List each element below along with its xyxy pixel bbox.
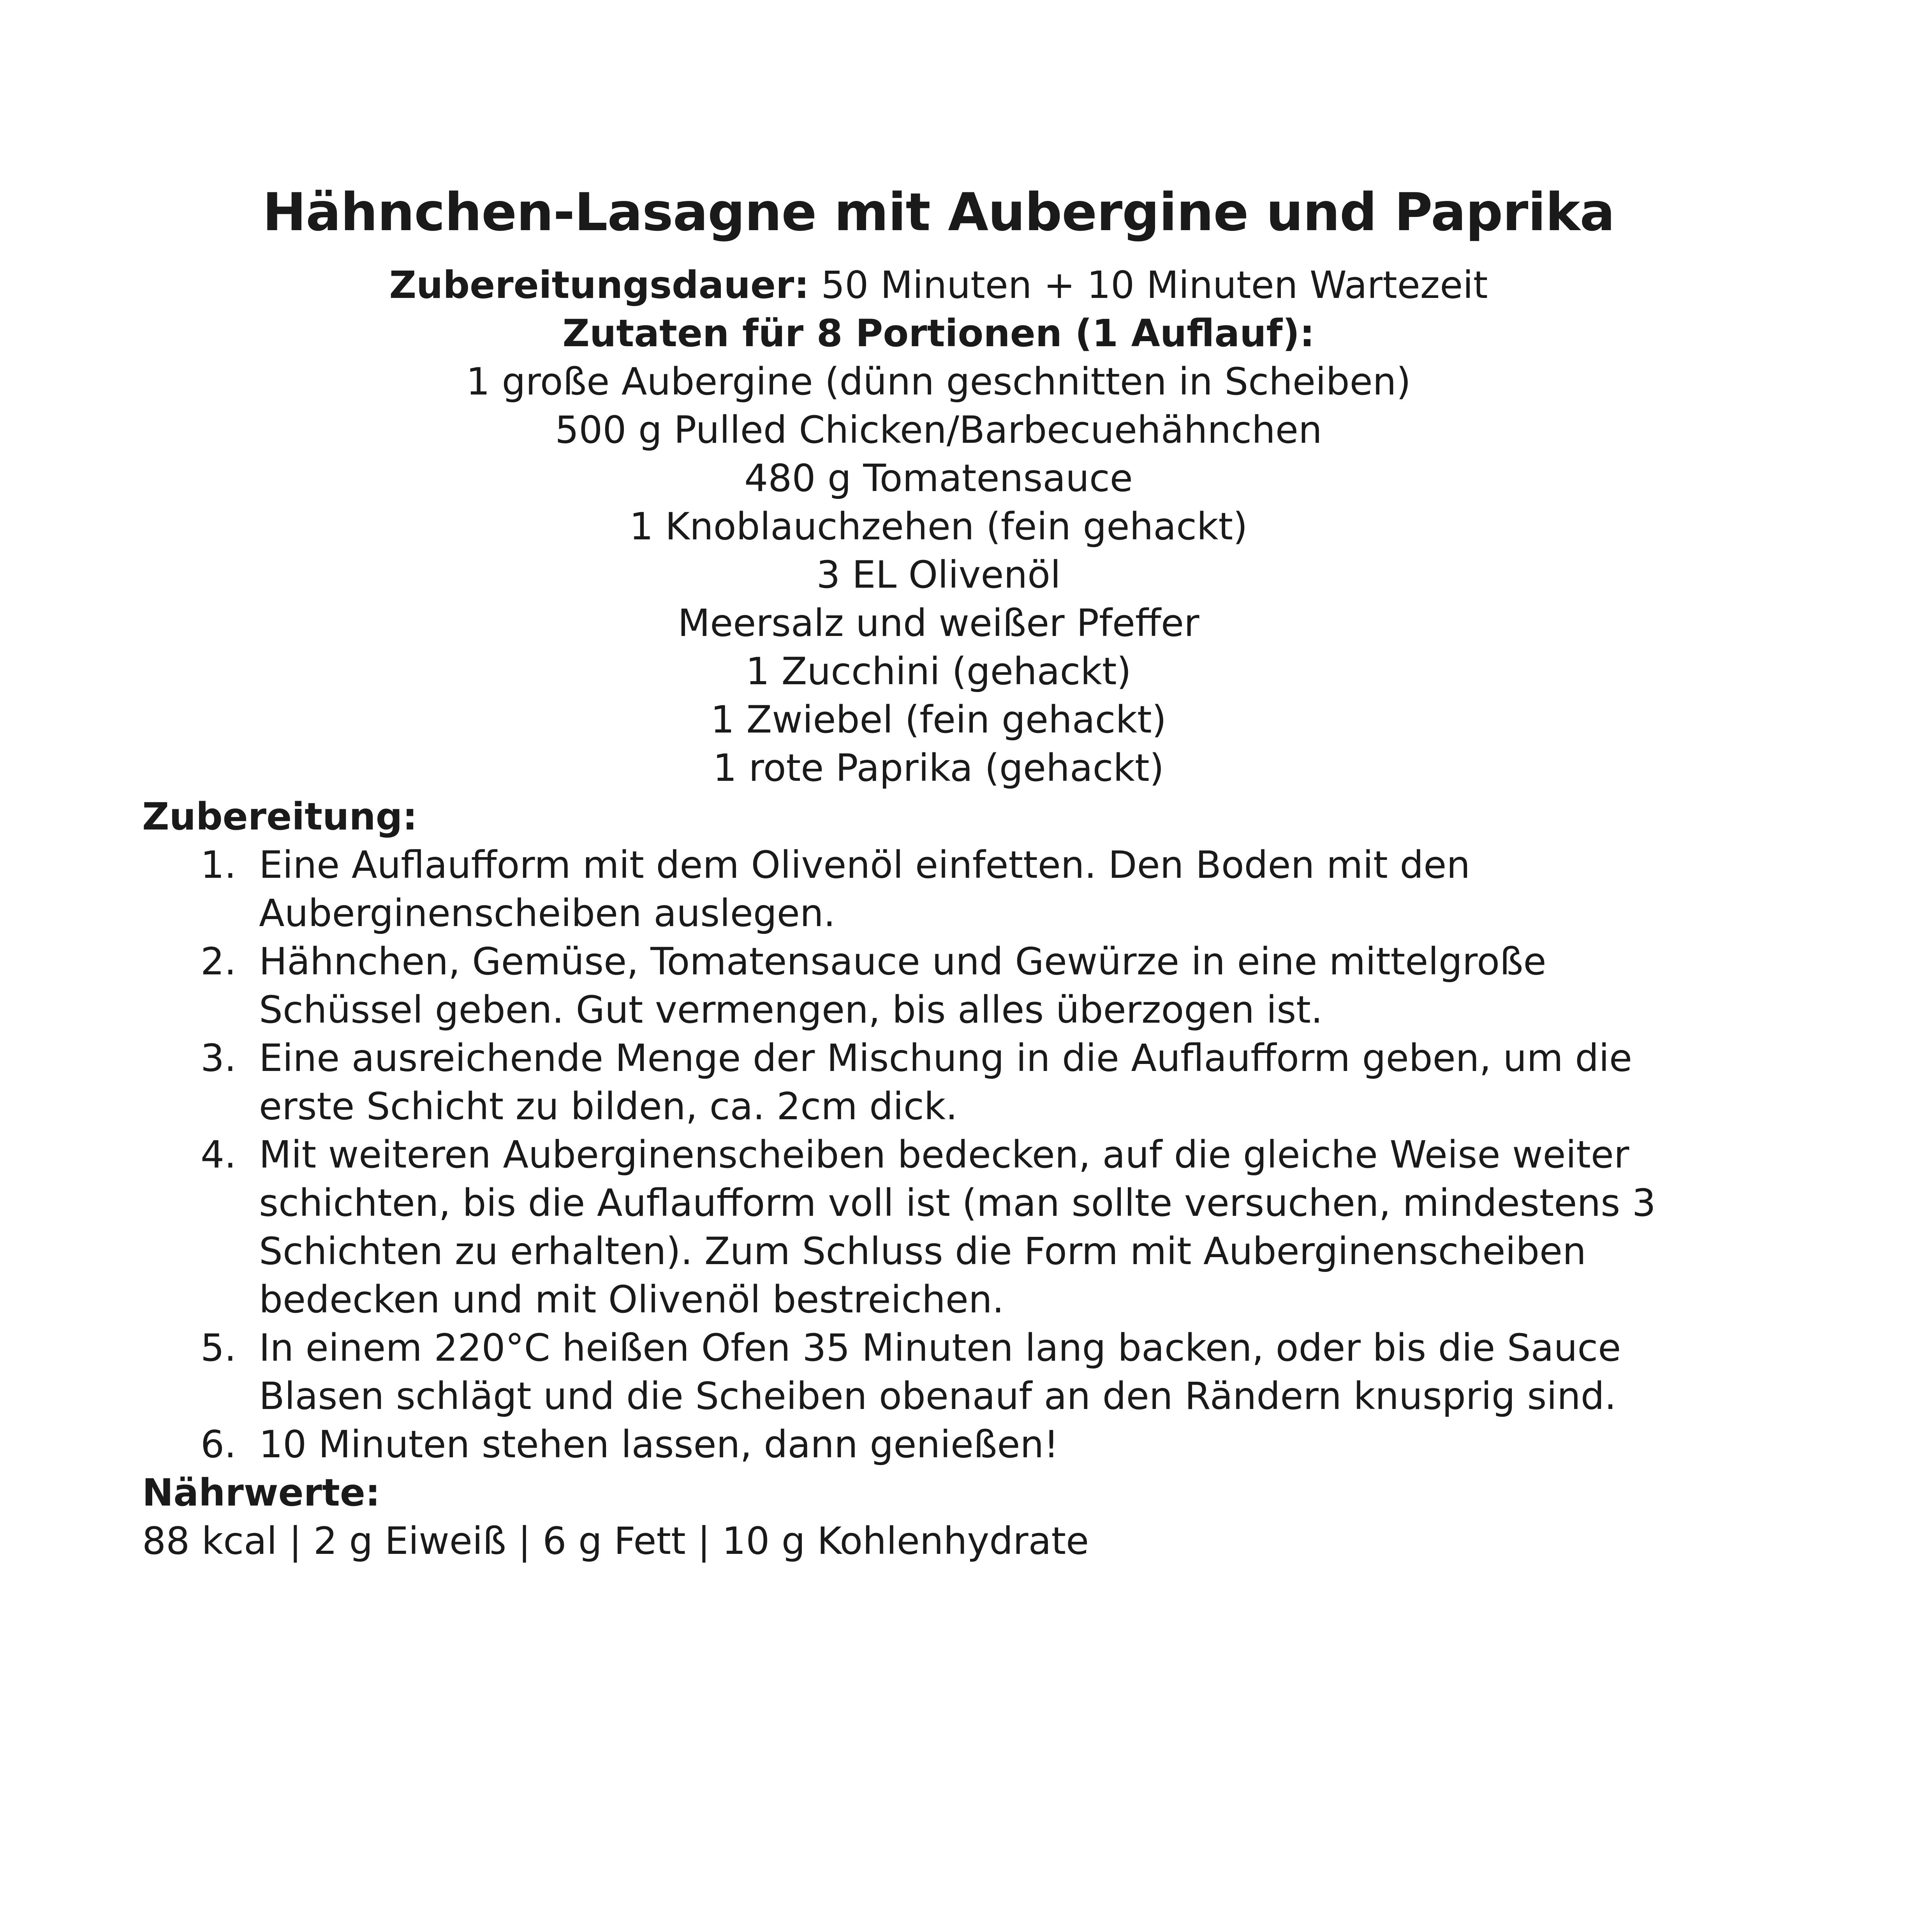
ingredient-item: 1 Zucchini (gehackt) bbox=[746, 650, 1131, 693]
recipe-title: Hähnchen-Lasagne mit Aubergine und Paprika bbox=[262, 182, 1615, 243]
duration-value: 50 Minuten + 10 Minuten Wartezeit bbox=[809, 263, 1488, 307]
step-number: 3. bbox=[201, 1036, 236, 1080]
step-line: 10 Minuten stehen lassen, dann genießen! bbox=[259, 1423, 1059, 1466]
step-item bbox=[142, 937, 1817, 1034]
step-item bbox=[142, 1131, 1817, 1324]
ingredient-item: 500 g Pulled Chicken/Barbecuehähnchen bbox=[555, 408, 1322, 452]
step-line: Auberginenscheiben auslegen. bbox=[259, 891, 836, 935]
ingredient-item: 480 g Tomatensauce bbox=[744, 456, 1133, 500]
preparation-steps bbox=[142, 841, 1817, 1469]
ingredient-item: 3 EL Olivenöl bbox=[816, 553, 1061, 597]
step-item bbox=[142, 1034, 1817, 1131]
step-line: Schüssel geben. Gut vermengen, bis alles überzogen ist. bbox=[259, 988, 1323, 1032]
step-line: Eine Auflaufform mit dem Olivenöl einfetten. Den Boden mit den bbox=[259, 843, 1471, 887]
step-number: 2. bbox=[201, 940, 236, 983]
preparation-heading: Zubereitung: bbox=[142, 795, 417, 838]
step-line: Hähnchen, Gemüse, Tomatensauce und Gewürze in eine mittelgroße bbox=[259, 940, 1546, 983]
ingredient-item: 1 Knoblauchzehen (fein gehackt) bbox=[629, 505, 1248, 548]
step-number: 6. bbox=[201, 1423, 236, 1466]
step-line: erste Schicht zu bilden, ca. 2cm dick. bbox=[259, 1085, 958, 1128]
preparation-section bbox=[142, 793, 1817, 1565]
step-number: 5. bbox=[201, 1326, 236, 1370]
step-item bbox=[142, 841, 1817, 937]
recipe-summary bbox=[0, 261, 1877, 792]
step-line: In einem 220°C heißen Ofen 35 Minuten lang backen, oder bis die Sauce bbox=[259, 1326, 1621, 1370]
ingredient-item: 1 Zwiebel (fein gehackt) bbox=[710, 698, 1167, 741]
step-number: 1. bbox=[201, 843, 236, 887]
step-line: Schichten zu erhalten). Zum Schluss die Form mit Auberginenscheiben bbox=[259, 1229, 1586, 1273]
ingredient-item: Meersalz und weißer Pfeffer bbox=[678, 601, 1199, 645]
nutrition-heading: Nährwerte: bbox=[142, 1471, 380, 1515]
duration-label: Zubereitungsdauer: bbox=[389, 263, 809, 307]
step-line: Blasen schlägt und die Scheiben obenauf an den Rändern knusprig sind. bbox=[259, 1374, 1617, 1418]
ingredients-heading: Zutaten für 8 Portionen (1 Auflauf): bbox=[562, 312, 1315, 355]
step-item bbox=[142, 1420, 1817, 1469]
step-item bbox=[142, 1324, 1817, 1420]
step-line: Mit weiteren Auberginenscheiben bedecken, auf die gleiche Weise weiter bbox=[259, 1133, 1629, 1176]
step-line: bedecken und mit Olivenöl bestreichen. bbox=[259, 1278, 1004, 1321]
step-number: 4. bbox=[201, 1133, 236, 1176]
step-line: Eine ausreichende Menge der Mischung in die Auflaufform geben, um die bbox=[259, 1036, 1633, 1080]
step-line: schichten, bis die Auflaufform voll ist (man sollte versuchen, mindestens 3 bbox=[259, 1181, 1656, 1225]
duration-line bbox=[0, 261, 1877, 309]
ingredient-item: 1 große Aubergine (dünn geschnitten in Scheiben) bbox=[466, 360, 1411, 403]
ingredient-item: 1 rote Paprika (gehackt) bbox=[713, 746, 1164, 790]
nutrition-values: 88 kcal | 2 g Eiweiß | 6 g Fett | 10 g Kohlenhydrate bbox=[142, 1519, 1089, 1563]
